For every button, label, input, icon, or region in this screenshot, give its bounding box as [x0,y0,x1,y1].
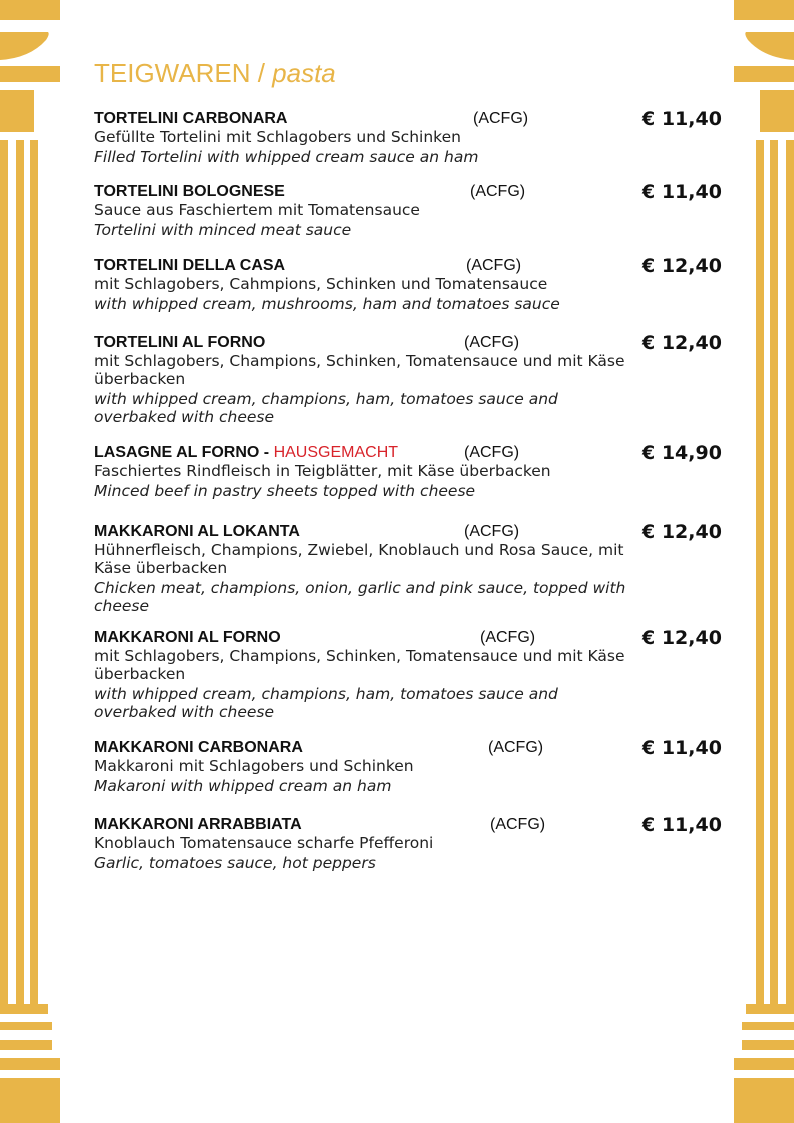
dish-price: € 11,40 [642,737,722,759]
allergen-codes: (ACFG) [464,444,520,461]
description-english: Filled Tortelini with whipped cream sauce an ham [94,148,479,166]
allergen-codes: (ACFG) [470,183,526,200]
menu-item [94,110,634,166]
dish-name: TORTELINI DELLA CASA [94,257,286,274]
description-german: mit Schlagobers, Cahmpions, Schinken und Tomatensauce [94,275,548,293]
section-title-main: TEIGWAREN / [94,58,273,88]
dish-name: MAKKARONI ARRABBIATA [94,816,302,833]
dish-price: € 14,90 [642,442,722,464]
description-english: with whipped cream, champions, ham, tomatoes sauce and overbaked with cheese [94,685,558,721]
dish-price: € 12,40 [642,255,722,277]
description-german: Knoblauch Tomatensauce scharfe Pfefferoni [94,834,434,852]
allergen-codes: (ACFG) [466,257,522,274]
description-german: Gefüllte Tortelini mit Schlagobers und Schinken [94,128,461,146]
description-english: Makaroni with whipped cream an ham [94,777,392,795]
description-german: Sauce aus Faschiertem mit Tomatensauce [94,201,420,219]
dish-name: LASAGNE AL FORNO - HAUSGEMACHT [94,444,399,461]
menu-item [94,523,634,615]
menu-item [94,739,634,795]
description-german: mit Schlagobers, Champions, Schinken, Tomatensauce und mit Käse überbacken [94,352,625,388]
dish-name: TORTELINI BOLOGNESE [94,183,285,200]
description-english: Tortelini with minced meat sauce [94,221,352,239]
dish-name: MAKKARONI AL LOKANTA [94,523,300,540]
section-title-sub: pasta [272,58,336,88]
allergen-codes: (ACFG) [490,816,546,833]
homemade-tag: HAUSGEMACHT [273,444,399,461]
right-column-decoration [734,0,794,1123]
dish-name: MAKKARONI AL FORNO [94,629,281,646]
allergen-codes: (ACFG) [473,110,529,127]
dish-price: € 11,40 [642,108,722,130]
description-german: Hühnerfleisch, Champions, Zwiebel, Knoblauch und Rosa Sauce, mit Käse überbacken [94,541,624,577]
menu-item [94,257,634,313]
dish-name: TORTELINI AL FORNO [94,334,266,351]
allergen-codes: (ACFG) [464,523,520,540]
menu-item [94,444,634,500]
dish-name: MAKKARONI CARBONARA [94,739,303,756]
dish-price: € 11,40 [642,814,722,836]
dish-price: € 12,40 [642,627,722,649]
description-english: Garlic, tomatoes sauce, hot peppers [94,854,376,872]
description-english: with whipped cream, mushrooms, ham and tomatoes sauce [94,295,560,313]
allergen-codes: (ACFG) [488,739,544,756]
dish-name: TORTELINI CARBONARA [94,110,288,127]
description-english: Chicken meat, champions, onion, garlic and pink sauce, topped with cheese [94,579,626,615]
description-english: Minced beef in pastry sheets topped with cheese [94,482,476,500]
dish-price: € 12,40 [642,521,722,543]
left-column-decoration [0,0,60,1123]
section-title [94,58,336,89]
menu-item [94,334,634,426]
menu-item [94,629,634,721]
allergen-codes: (ACFG) [464,334,520,351]
menu-item [94,816,634,872]
description-german: Faschiertes Rindfleisch in Teigblätter, mit Käse überbacken [94,462,551,480]
menu-item [94,183,634,239]
description-german: Makkaroni mit Schlagobers und Schinken [94,757,414,775]
allergen-codes: (ACFG) [480,629,536,646]
description-english: with whipped cream, champions, ham, tomatoes sauce and overbaked with cheese [94,390,558,426]
description-german: mit Schlagobers, Champions, Schinken, Tomatensauce und mit Käse überbacken [94,647,625,683]
dish-price: € 11,40 [642,181,722,203]
dish-price: € 12,40 [642,332,722,354]
